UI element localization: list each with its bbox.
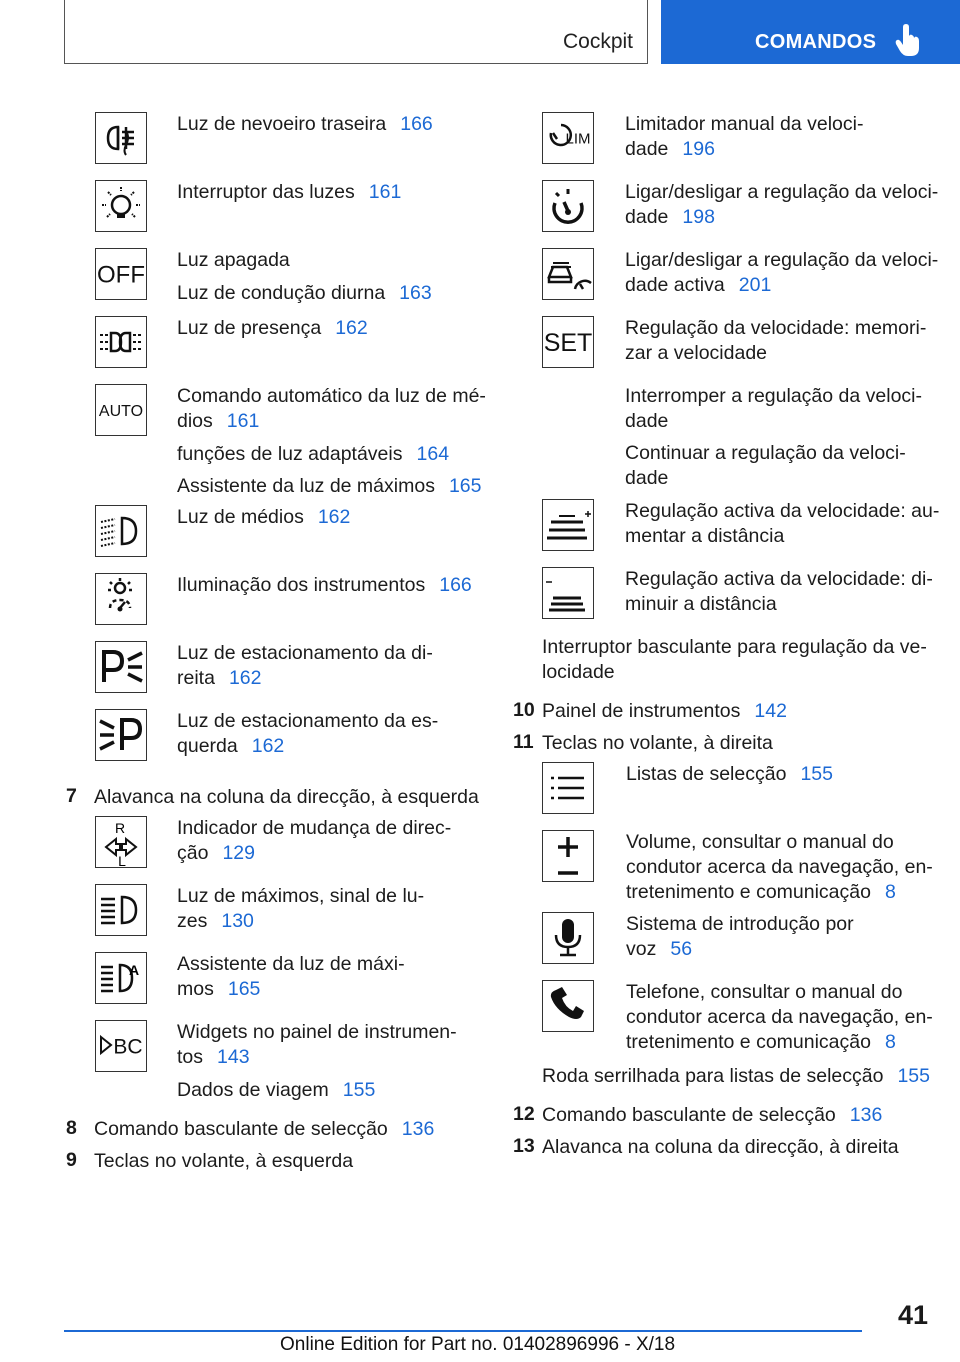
- page-reference-link[interactable]: 161: [368, 181, 402, 203]
- set-icon-graphic: [543, 317, 593, 367]
- distance-decrease-icon-graphic: [543, 568, 593, 618]
- entry-label: dade activa: [625, 274, 725, 296]
- entry-text: [625, 273, 771, 298]
- entry-label: Painel de instrumentos: [542, 700, 741, 722]
- page-reference-link[interactable]: 143: [217, 1046, 250, 1068]
- entry-label: Telefone, consultar o manual do: [626, 981, 903, 1003]
- entry-label: Teclas no volante, à direita: [542, 732, 773, 754]
- microphone-icon-graphic: [543, 913, 593, 963]
- entry-text: [625, 499, 939, 524]
- entry-label: Luz de condução diurna: [177, 282, 386, 304]
- entry-text: [177, 816, 451, 841]
- entry-text: [177, 641, 433, 666]
- entry-text: [177, 409, 259, 434]
- entry-label: Interruptor basculante para regulação da ve-: [542, 636, 927, 658]
- entry-text: [625, 341, 767, 366]
- bc-icon: [95, 1020, 147, 1072]
- entry-text: [625, 112, 863, 137]
- entry-label: Alavanca na coluna da direcção, à direita: [542, 1136, 899, 1158]
- header-chapter-tab: [661, 0, 960, 64]
- entry-label: Luz de presença: [177, 317, 322, 339]
- distance-increase-icon-graphic: [543, 500, 593, 550]
- page-reference-link[interactable]: 166: [400, 113, 433, 135]
- page-reference-link[interactable]: 56: [670, 938, 693, 960]
- item-number: 7: [66, 785, 77, 807]
- microphone-icon: [542, 912, 594, 964]
- page-reference-link[interactable]: 155: [897, 1065, 930, 1087]
- page-reference-link[interactable]: 136: [849, 1104, 883, 1126]
- entry-label: Volume, consultar o manual do: [626, 831, 894, 853]
- entry-text: [625, 466, 668, 491]
- entry-label: Interruptor das luzes: [177, 181, 355, 203]
- page-reference-link[interactable]: 198: [682, 206, 715, 228]
- entry-text: [177, 281, 432, 306]
- page-reference-link[interactable]: 8: [884, 1031, 896, 1053]
- entry-label: querda: [177, 735, 238, 757]
- item-text: [94, 785, 479, 810]
- entry-label: Ligar/desligar a regulação da veloci-: [625, 181, 939, 203]
- page-reference-link[interactable]: 130: [221, 910, 254, 932]
- page-reference-link[interactable]: 136: [401, 1118, 435, 1140]
- entry-text: [177, 734, 284, 759]
- item-text: [542, 1135, 899, 1160]
- chapter-title: COMANDOS: [755, 31, 877, 53]
- header-section-box: [64, 0, 648, 64]
- page-reference-link[interactable]: 162: [335, 317, 368, 339]
- entry-label: voz: [626, 938, 657, 960]
- entry-text: [177, 316, 368, 341]
- list-icon: [542, 762, 594, 814]
- parking-left-icon: [95, 709, 147, 761]
- page-reference-link[interactable]: 201: [738, 274, 772, 296]
- phone-icon: [542, 980, 594, 1032]
- entry-label: Dados de viagem: [177, 1079, 329, 1101]
- page-number: 41: [897, 1300, 928, 1330]
- parking-light-icon-graphic: [96, 317, 146, 367]
- entry-text: [626, 980, 902, 1005]
- entry-label: dade: [625, 410, 669, 432]
- entry-label: mentar a distância: [625, 525, 785, 547]
- light-switch-icon: [95, 180, 147, 232]
- entry-text: [626, 937, 692, 962]
- page-reference-link[interactable]: 162: [251, 735, 285, 757]
- entry-text: [177, 884, 424, 909]
- entry-label: tos: [177, 1046, 204, 1068]
- hand-pointer-icon: [895, 24, 919, 56]
- active-cruise-icon-graphic: [543, 249, 593, 299]
- entry-text: [626, 762, 833, 787]
- item-number: 8: [66, 1117, 77, 1139]
- page-reference-link[interactable]: 196: [682, 138, 715, 160]
- page-reference-link[interactable]: 166: [439, 574, 472, 596]
- parking-right-icon-graphic: [96, 642, 146, 692]
- turn-signal-icon-graphic: [96, 817, 146, 867]
- entry-text: [177, 112, 433, 137]
- entry-label: Luz de máximos, sinal de lu-: [177, 885, 425, 907]
- svg-text:OFF: OFF: [97, 261, 145, 289]
- entry-label: dade: [625, 206, 669, 228]
- svg-text:R: R: [114, 820, 126, 836]
- high-beam-assist-icon-graphic: [96, 953, 146, 1003]
- entry-label: locidade: [542, 661, 615, 683]
- entry-text: [177, 709, 438, 734]
- entry-label: Luz de estacionamento da di-: [177, 642, 433, 664]
- footer-edition: Online Edition for Part no. 01402896996 - X/18: [280, 1334, 676, 1355]
- high-beam-icon: [95, 884, 147, 936]
- set-icon: [542, 316, 594, 368]
- entry-text: [177, 505, 350, 530]
- entry-label: Listas de selecção: [626, 763, 787, 785]
- svg-text:AUTO: AUTO: [98, 402, 144, 420]
- entry-label: Ligar/desligar a regulação da veloci-: [625, 249, 939, 271]
- entry-text: [177, 573, 472, 598]
- entry-text: [625, 409, 668, 434]
- bc-icon-graphic: [96, 1021, 146, 1071]
- entry-text: [626, 830, 894, 855]
- item-number: 12: [513, 1103, 535, 1125]
- page-reference-link[interactable]: 162: [228, 667, 262, 689]
- entry-text: [177, 1078, 375, 1103]
- svg-text:L: L: [118, 853, 126, 867]
- entry-label: Regulação activa da velocidade: di-: [625, 568, 933, 590]
- entry-label: Teclas no volante, à esquerda: [94, 1150, 354, 1172]
- item-text: [542, 731, 773, 756]
- item-number: 9: [66, 1149, 77, 1171]
- item-text: [542, 1103, 882, 1128]
- distance-decrease-icon: [542, 567, 594, 619]
- entry-label: zar a velocidade: [625, 342, 768, 364]
- entry-label: Luz de médios: [177, 506, 304, 528]
- section-title: Cockpit: [562, 30, 633, 53]
- item-text: [94, 1117, 434, 1142]
- svg-text:A: A: [128, 962, 140, 978]
- entry-label: Iluminação dos instrumentos: [177, 574, 426, 596]
- entry-text: [177, 841, 255, 866]
- entry-text: [626, 1005, 933, 1030]
- entry-text: [625, 592, 777, 617]
- entry-label: minuir a distância: [625, 593, 777, 615]
- off-icon-graphic: [96, 249, 146, 299]
- volume-plus-minus-icon: [542, 830, 594, 882]
- entry-label: dios: [177, 410, 213, 432]
- svg-text:SET: SET: [543, 329, 593, 357]
- entry-text: [177, 666, 261, 691]
- entry-text: [626, 880, 896, 905]
- speed-limiter-icon-graphic: [543, 113, 593, 163]
- entry-text: [625, 384, 922, 409]
- entry-text: [177, 977, 260, 1002]
- entry-label: tretenimento e comunicação: [626, 1031, 871, 1053]
- entry-text: [177, 384, 486, 409]
- entry-label: Luz apagada: [177, 249, 290, 271]
- entry-text: [625, 316, 926, 341]
- entry-label: Indicador de mudança de direc-: [177, 817, 452, 839]
- entry-text: [626, 1030, 896, 1055]
- cruise-control-icon: [542, 180, 594, 232]
- entry-text: [625, 524, 784, 549]
- entry-text: [625, 205, 715, 230]
- auto-icon: [95, 384, 147, 436]
- distance-increase-icon: [542, 499, 594, 551]
- cruise-control-icon-graphic: [543, 181, 593, 231]
- page-reference-link[interactable]: 161: [226, 410, 260, 432]
- entry-label: Widgets no painel de instrumen-: [177, 1021, 457, 1043]
- item-text: [542, 699, 787, 724]
- speed-limiter-icon: [542, 112, 594, 164]
- entry-label: condutor acerca da navegação, en-: [626, 856, 933, 878]
- active-cruise-icon: [542, 248, 594, 300]
- instrument-lighting-icon-graphic: [96, 574, 146, 624]
- svg-text:LIM: LIM: [565, 130, 591, 148]
- page-reference-link[interactable]: 155: [800, 763, 833, 785]
- footer-divider: [64, 1330, 862, 1332]
- page-reference-link[interactable]: 129: [222, 842, 255, 864]
- auto-icon-graphic: [96, 385, 146, 435]
- entry-label: Continuar a regulação da veloci-: [625, 442, 906, 464]
- off-icon: [95, 248, 147, 300]
- entry-text: [177, 248, 290, 273]
- page-reference-link[interactable]: 142: [754, 700, 787, 722]
- rear-fog-light-icon: [95, 112, 147, 164]
- item-number: 13: [513, 1135, 535, 1157]
- entry-text: [177, 1020, 457, 1045]
- entry-text: [177, 1045, 250, 1070]
- entry-text: [625, 137, 715, 162]
- entry-text: [625, 567, 933, 592]
- item-number: 10: [513, 699, 535, 721]
- entry-text: [626, 855, 933, 880]
- entry-label: Assistente da luz de máximos: [177, 475, 435, 497]
- page-reference-link[interactable]: 162: [317, 506, 351, 528]
- entry-text: [542, 1064, 930, 1089]
- entry-label: Luz de nevoeiro traseira: [177, 113, 387, 135]
- entry-label: Comando basculante de selecção: [542, 1104, 836, 1126]
- entry-text: [177, 909, 254, 934]
- volume-plus-minus-icon-graphic: [543, 831, 593, 881]
- light-switch-icon-graphic: [96, 181, 146, 231]
- parking-light-icon: [95, 316, 147, 368]
- entry-label: Comando automático da luz de mé-: [177, 385, 486, 407]
- entry-label: funções de luz adaptáveis: [177, 443, 403, 465]
- parking-left-icon-graphic: [96, 710, 146, 760]
- entry-label: Luz de estacionamento da es-: [177, 710, 439, 732]
- instrument-lighting-icon: [95, 573, 147, 625]
- page-reference-link[interactable]: 165: [227, 978, 261, 1000]
- entry-label: Limitador manual da veloci-: [625, 113, 864, 135]
- entry-text: [542, 660, 615, 685]
- entry-label: condutor acerca da navegação, en-: [626, 1006, 933, 1028]
- page-reference-link[interactable]: 163: [399, 282, 432, 304]
- entry-label: mos: [177, 978, 214, 1000]
- entry-text: [625, 180, 938, 205]
- page-reference-link[interactable]: 165: [448, 475, 482, 497]
- item-number: 11: [513, 731, 534, 753]
- entry-text: [626, 912, 854, 937]
- entry-label: dade: [625, 138, 669, 160]
- high-beam-assist-icon: [95, 952, 147, 1004]
- entry-label: reita: [177, 667, 215, 689]
- entry-label: Alavanca na coluna da direcção, à esquerda: [94, 786, 479, 808]
- page-reference-link[interactable]: 8: [884, 881, 896, 903]
- item-text: [94, 1149, 353, 1174]
- low-beam-icon: [95, 505, 147, 557]
- entry-label: dade: [625, 467, 669, 489]
- entry-text: [177, 442, 449, 467]
- entry-label: Comando basculante de selecção: [94, 1118, 388, 1140]
- entry-text: [625, 248, 938, 273]
- parking-right-icon: [95, 641, 147, 693]
- entry-label: ção: [177, 842, 209, 864]
- high-beam-icon-graphic: [96, 885, 146, 935]
- entry-label: Regulação activa da velocidade: au-: [625, 500, 940, 522]
- turn-signal-icon: [95, 816, 147, 868]
- svg-text:BC: BC: [113, 1035, 143, 1059]
- entry-label: Roda serrilhada para listas de selecção: [542, 1065, 884, 1087]
- entry-text: [625, 441, 906, 466]
- list-icon-graphic: [543, 763, 593, 813]
- entry-label: tretenimento e comunicação: [626, 881, 871, 903]
- entry-label: zes: [177, 910, 208, 932]
- entry-text: [542, 635, 927, 660]
- page-reference-link[interactable]: 155: [342, 1079, 376, 1101]
- page-reference-link[interactable]: 164: [416, 443, 450, 465]
- entry-label: Sistema de introdução por: [626, 913, 854, 935]
- entry-label: Interromper a regulação da veloci-: [625, 385, 922, 407]
- rear-fog-light-icon-graphic: [96, 113, 146, 163]
- phone-icon-graphic: [543, 981, 593, 1031]
- entry-label: Assistente da luz de máxi-: [177, 953, 405, 975]
- entry-text: [177, 180, 401, 205]
- entry-text: [177, 474, 482, 499]
- entry-label: Regulação da velocidade: memori-: [625, 317, 927, 339]
- low-beam-icon-graphic: [96, 506, 146, 556]
- entry-text: [177, 952, 405, 977]
